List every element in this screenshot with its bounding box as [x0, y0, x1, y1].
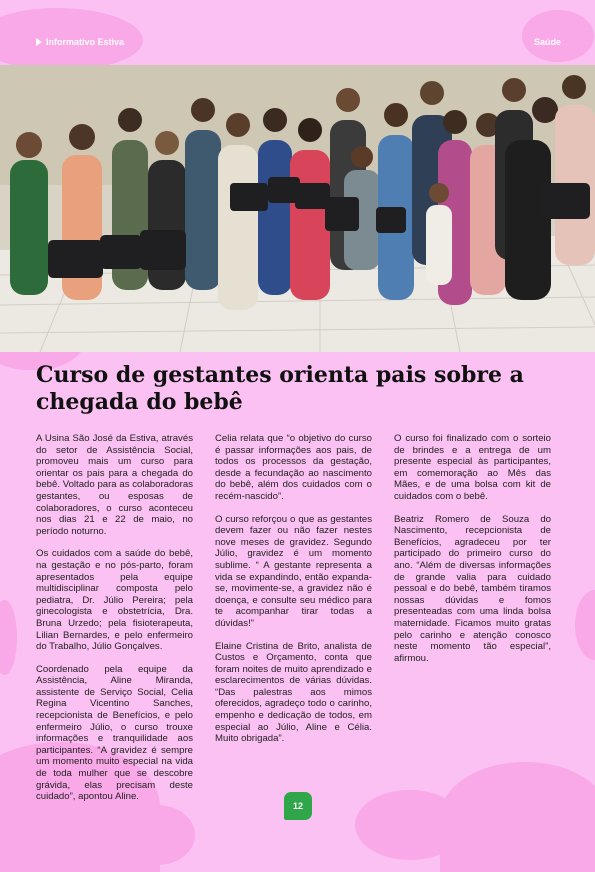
decorative-blob: [575, 590, 595, 660]
page-number: 12: [284, 792, 312, 820]
section-label: Informativo Estiva: [46, 37, 125, 47]
article-paragraph: Coordenado pela equipe da Assistência, Aline Miranda, assistente de Serviço Social, Celia Regina Vicentino Sanches, recepcionista de Benefícios, e pelo enfermeiro Júlio, o curso trouxe informações e tranquilidade aos participantes. “A gravidez é sempre um momento muito especial na vida de toda mulher que se descobre grávida, elas precisam deste cuidado”, apontou Aline.: [36, 663, 193, 803]
article-title: Curso de gestantes orienta pais sobre a chegada do bebê: [36, 362, 524, 415]
triangle-right-icon: [36, 38, 42, 46]
article-paragraph: Os cuidados com a saúde do bebê, na gestação e no pós-parto, foram apresentados pela equipe multidisciplinar composta pelo pediatra, Dr. Júlio Pereira; pela ginecologista e obstetrícia, Dra. Bruna Urzedo; pela fisioterapeuta, Lilian Bernardes, e pelo enfermeiro do Trabalho, Júlio Gonçalves.: [36, 548, 193, 653]
article-paragraph: A Usina São José da Estiva, através do setor de Assistência Social, promoveu mais um curso para orientar os pais para a chegada do bebê. Voltado para as colaboradoras gestantes, ou esposas de colaboradores, o curso aconteceu nos dias 21 e 22 de maio, no período noturno.: [36, 433, 193, 537]
decorative-blob: [120, 805, 195, 865]
article-paragraph: O curso foi finalizado com o sorteio de brindes e a entrega de um presente especial às participantes, em comemoração ao Mês das Mães, e de uma bolsa com kit de cuidados com o bebê.: [394, 433, 551, 502]
decorative-blob: [440, 762, 595, 872]
decorative-blob: [0, 600, 17, 675]
article-paragraph: Elaine Cristina de Brito, analista de Custos e Orçamento, conta que foram noites de muito aprendizado e esclarecimentos de várias dúvidas. “Das palestras aos mimos oferecidos, agradeço todo o carinho, empenho e dedicação de todos, em especial ao Júlio, Aline e Célia. Muito obrigada”.: [215, 640, 372, 745]
decorative-blob: [522, 10, 594, 62]
category-label: Saúde: [534, 37, 562, 47]
article-paragraph: Celia relata que “o objetivo do curso é passar informações aos pais, de todos os processos da gestação, desde a fecundação ao nascimento do bebê, além dos cuidados com o recém-nascido”.: [215, 433, 372, 502]
article-paragraph: O curso reforçou o que as gestantes devem fazer ou não fazer nestes nove meses de gravidez. Segundo Júlio, gravidez é um momento sublime. “ A gestante representa a vida se expandindo, então expanda-se, movimente-se, a gravidez não é doença, e consulte seu médico para te acompanhar tirar todas a dúvidas!”: [215, 513, 372, 629]
text-column-2: [215, 433, 372, 756]
article-paragraph: Beatriz Romero de Souza do Nascimento, recepcionista de Benefícios, agradeceu por ter participado do primeiro curso do ano. “Além de diversas informações de grande valia para cuidado pessoal e do bebê, também tiramos nossas dúvidas e fomos presenteadas com uma linda bolsa maternidade. Ficamos muito gratas pelo carinho e atenção conosco neste momento tão especial”, afirmou.: [394, 513, 551, 664]
text-column-1: [36, 433, 193, 814]
section-header: [36, 37, 124, 47]
group-photo: [0, 65, 595, 352]
text-column-3: [394, 433, 551, 675]
